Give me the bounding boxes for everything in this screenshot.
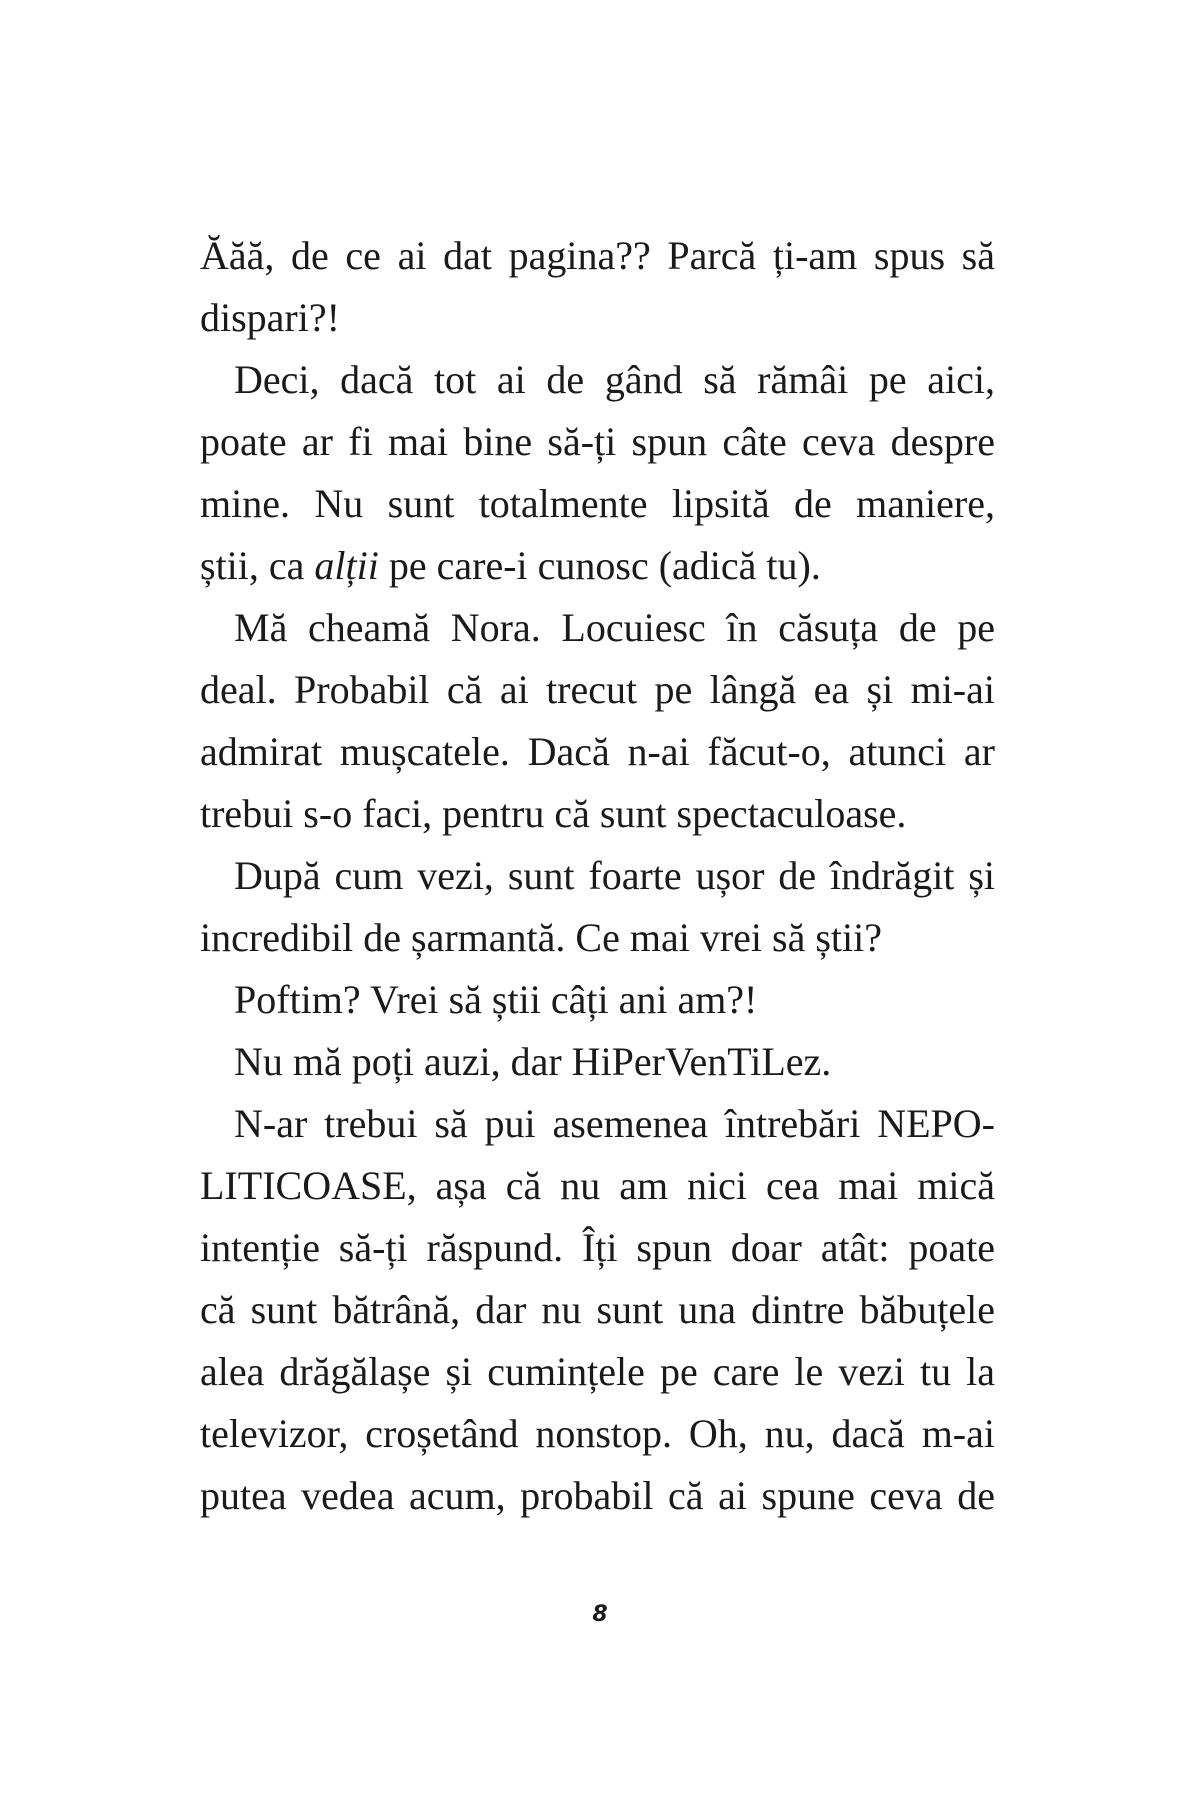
text-line: admirat mușcatele. Dacă n-ai făcut-o, atunci ar [200,729,995,774]
text-line: După cum vezi, sunt foarte ușor de îndrăgit și [234,853,995,898]
text-line: putea vedea acum, probabil că ai spune ceva de [200,1473,995,1518]
text-line: Ăăă, de ce ai dat pagina?? Parcă ți-am spus să [200,233,995,278]
text-line: alea drăgălașe și cumințele pe care le vezi tu la [200,1349,995,1394]
text-line: trebui s-o faci, pentru că sunt spectaculoase. [200,791,907,836]
text-line: mine. Nu sunt totalmente lipsită de maniere, [200,481,995,526]
text-line: incredibil de șarmantă. Ce mai vrei să știi? [200,915,882,960]
body-text [200,225,995,1527]
text-line: intenție să-ți răspund. Îți spun doar atât: poate [200,1225,995,1270]
text-line: N-ar trebui să pui asemenea întrebări NEPO- [234,1101,995,1146]
text-line: deal. Probabil că ai trecut pe lângă ea și mi-ai [200,667,995,712]
text-line: Deci, dacă tot ai de gând să rămâi pe aici, [234,357,995,402]
text-line: că sunt bătrână, dar nu sunt una dintre băbuțele [200,1287,995,1332]
text-line [200,535,995,597]
text-segment: știi, ca [200,543,315,588]
text-line: LITICOASE, așa că nu am nici cea mai mică [200,1163,995,1208]
text-line: Poftim? Vrei să știi câți ani am?! [234,977,758,1022]
italic-word: alții [314,543,379,588]
text-line: Mă cheamă Nora. Locuiesc în căsuța de pe [234,605,995,650]
text-line: dispari?! [200,295,340,340]
text-line: Nu mă poți auzi, dar HiPerVenTiLez. [234,1039,832,1084]
text-line: poate ar fi mai bine să-ți spun câte ceva despre [200,419,995,464]
text-segment: pe care-i cunosc (adică tu). [378,543,821,588]
text-line: televizor, croșetând nonstop. Oh, nu, dacă m-ai [200,1411,995,1456]
page-number: 8 [592,1602,608,1627]
